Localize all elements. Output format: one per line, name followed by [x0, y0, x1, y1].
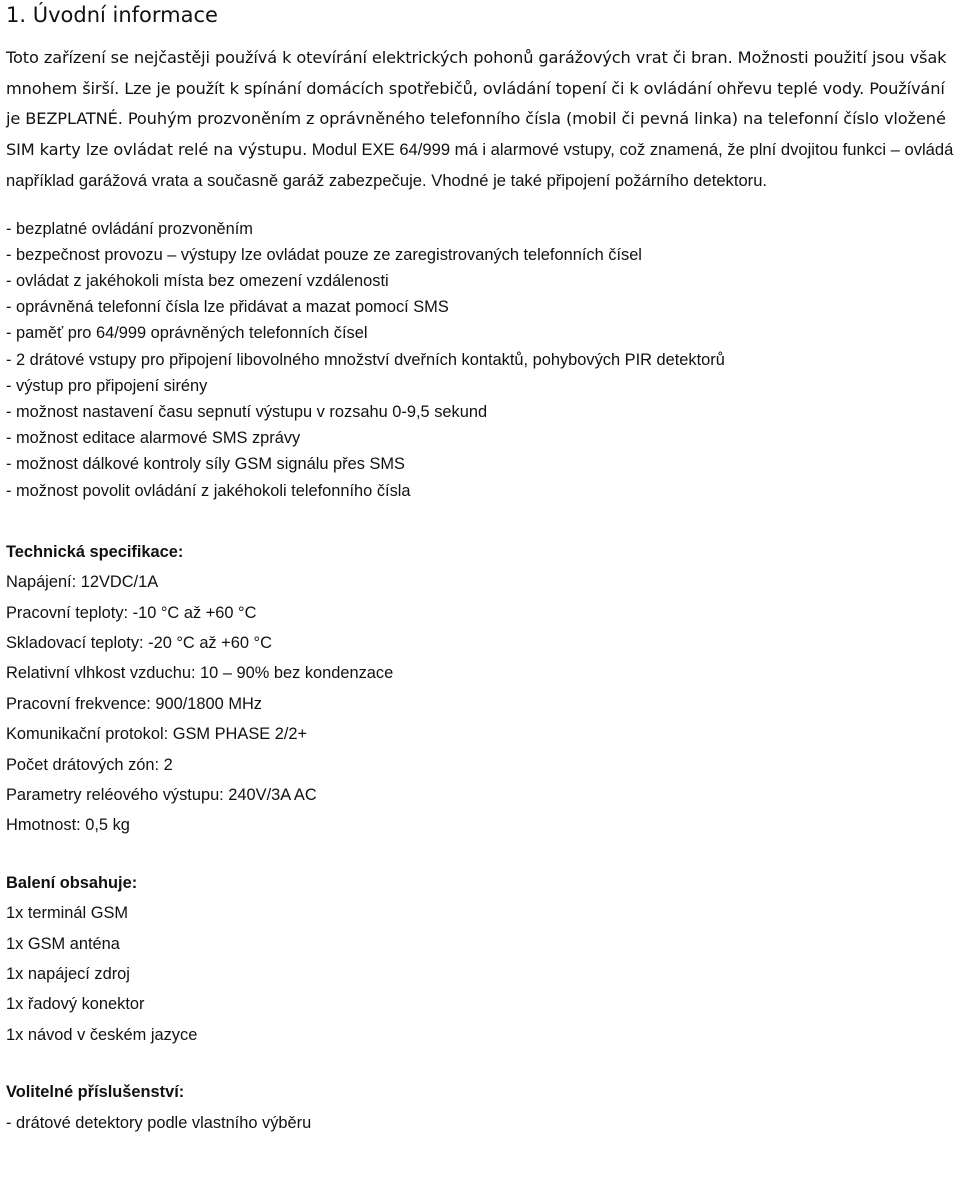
spec-row: Pracovní teploty: -10 °C až +60 °C	[6, 603, 257, 622]
spec-row: Parametry reléového výstupu: 240V/3A AC	[6, 786, 317, 804]
spec-row: Skladovací teploty: -20 °C až +60 °C	[6, 633, 272, 652]
list-item: - možnost povolit ovládání z jakéhokoli telefonního čísla	[6, 481, 411, 500]
list-item: - ovládat z jakéhokoli místa bez omezení vzdálenosti	[6, 271, 389, 290]
spec-row: Hmotnost: 0,5 kg	[6, 816, 130, 835]
list-item: - oprávněná telefonní čísla lze přidávat a mazat pomocí SMS	[6, 298, 449, 317]
optional-item: - drátové detektory podle vlastního výběru	[6, 1113, 312, 1132]
list-item: - možnost editace alarmové SMS zprávy	[6, 429, 301, 448]
spec-title: Technická specifikace:	[6, 542, 184, 561]
feature-list	[6, 216, 954, 504]
package-item: 1x napájecí zdroj	[6, 965, 130, 984]
package-title: Balení obsahuje:	[6, 873, 138, 892]
package-item: 1x terminál GSM	[6, 904, 129, 923]
package-item: 1x GSM anténa	[6, 934, 120, 953]
intro-text-part2: Modul EXE 64/999 má i alarmové vstupy, což znamená, že plní dvojitou funkci – ovládá například garážová vrata a současně garáž zabezpečuje. Vhodné je také připojení požárního detektoru.	[6, 140, 954, 190]
section-heading: 1. Úvodní informace	[6, 3, 218, 27]
spec-row: Komunikační protokol: GSM PHASE 2/2+	[6, 725, 308, 744]
package-item: 1x návod v českém jazyce	[6, 1025, 198, 1044]
optional-accessories	[6, 1077, 954, 1138]
spec-row: Napájení: 12VDC/1A	[6, 573, 159, 592]
intro-text-part1: Toto zařízení se nejčastěji používá k otevírání elektrických pohonů garážových vrat či bran. Možnosti použití jsou však mnohem širší. Lze je použít k spínání domácích spotřebičů, ovládání topení či k ovládání ohřevu teplé vody. Používání je BEZPLATNÉ. Pouhým prozvoněním z oprávněného telefonního čísla (mobil či pevná linka) na telefonní číslo vložené SIM karty lze ovládat relé na výstupu.	[6, 48, 947, 160]
technical-specification	[6, 537, 954, 841]
list-item: - bezpečnost provozu – výstupy lze ovládat pouze ze zaregistrovaných telefonních čísel	[6, 245, 642, 264]
package-contents	[6, 868, 954, 1050]
list-item: - bezplatné ovládání prozvoněním	[6, 219, 253, 238]
spec-row: Počet drátových zón: 2	[6, 755, 173, 774]
list-item: - 2 drátové vstupy pro připojení libovolného množství dveřních kontaktů, pohybových PIR detektorů	[6, 350, 725, 369]
list-item: - možnost dálkové kontroly síly GSM signálu přes SMS	[6, 455, 405, 474]
list-item: - paměť pro 64/999 oprávněných telefonních čísel	[6, 324, 368, 343]
list-item: - možnost nastavení času sepnutí výstupu v rozsahu 0-9,5 sekund	[6, 402, 488, 421]
spec-row: Relativní vlhkost vzduchu: 10 – 90% bez kondenzace	[6, 664, 394, 683]
list-item: - výstup pro připojení sirény	[6, 376, 208, 395]
spec-row: Pracovní frekvence: 900/1800 MHz	[6, 694, 263, 713]
optional-title: Volitelné příslušenství:	[6, 1083, 185, 1102]
intro-paragraph	[6, 43, 954, 197]
package-item: 1x řadový konektor	[6, 995, 145, 1014]
